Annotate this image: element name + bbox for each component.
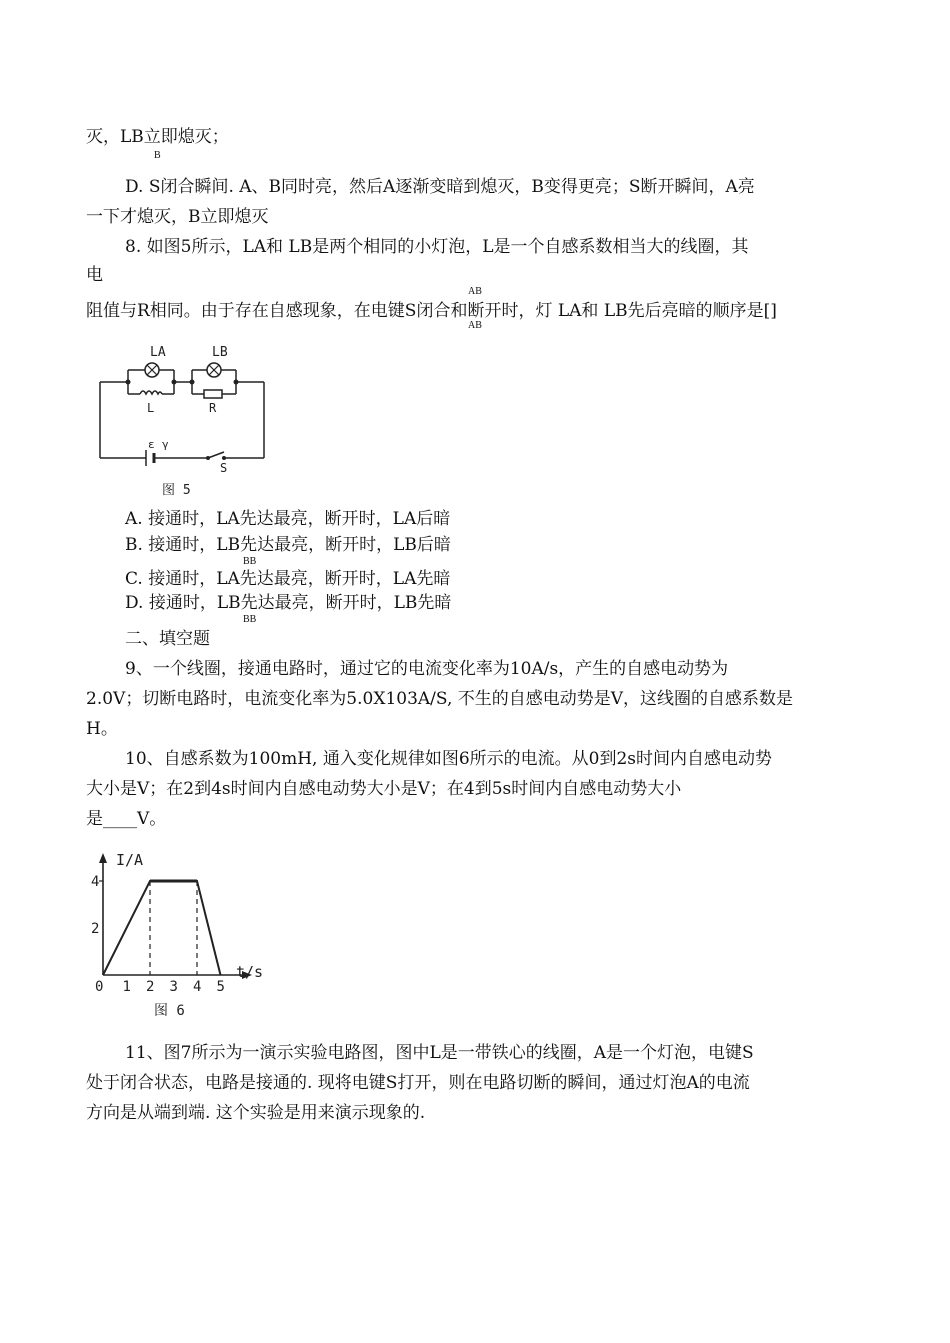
y-tick-label: 4 bbox=[91, 874, 100, 890]
current-series-line bbox=[103, 881, 221, 975]
option-d-prev-line-2: 一下才熄灭，B立即熄灭 bbox=[86, 207, 269, 227]
y-axis-arrow-icon bbox=[99, 853, 107, 863]
question-11-line-3: 方向是从端到端. 这个实验是用来演示现象的. bbox=[86, 1103, 426, 1123]
question-10-line-3: 是____V。 bbox=[86, 809, 167, 829]
x-tick-label: 4 bbox=[193, 979, 202, 995]
question-8-line-3: 阻值与R相同。由于存在自感现象，在电键S闭合和断开时，灯 LA和 LB先后亮暗的顺序是[] bbox=[86, 301, 777, 321]
lamp-b-label: LB bbox=[212, 345, 228, 360]
option-c: C. 接通时，LA先达最亮，断开时，LA先暗 bbox=[125, 569, 451, 589]
subscript-b: B bbox=[154, 150, 161, 161]
line-1: 灭，LB立即熄灭； bbox=[86, 127, 229, 147]
inductor-label: L bbox=[147, 401, 155, 415]
resistor-label: R bbox=[209, 401, 217, 415]
figure-5-caption: 图 5 bbox=[162, 483, 191, 498]
question-9-line-2: 2.0V；切断电路时，电流变化率为5.0X103A/S, 不生的自感电动势是V，这线圈的自感系数是 bbox=[86, 689, 794, 709]
x-tick-label: 5 bbox=[216, 979, 225, 995]
option-d-subscript: BB bbox=[243, 614, 257, 625]
superscript-ab: AB bbox=[468, 286, 482, 297]
option-b-subscript: BB bbox=[243, 556, 257, 567]
question-11-line-1: 11、图7所示为一演示实验电路图，图中L是一带铁心的线圈，A是一个灯泡，电键S bbox=[125, 1043, 754, 1063]
x-tick-label: 3 bbox=[169, 979, 178, 995]
option-a: A. 接通时，LA先达最亮，断开时，LA后暗 bbox=[125, 509, 451, 529]
figure-6-chart bbox=[86, 845, 276, 1025]
figure-6-caption: 图 6 bbox=[154, 1003, 185, 1019]
figure-5-circuit bbox=[96, 340, 276, 500]
x-tick-label: 2 bbox=[146, 979, 155, 995]
question-11-line-2: 处于闭合状态，电路是接通的. 现将电键S打开，则在电路切断的瞬间，通过灯泡A的电流 bbox=[86, 1073, 750, 1093]
y-tick-label: 2 bbox=[91, 921, 100, 937]
section-fill-in-title: 二、填空题 bbox=[125, 629, 210, 649]
question-10-line-1: 10、自感系数为100mH, 通入变化规律如图6所示的电流。从0到2s时间内自感电动势 bbox=[125, 749, 773, 769]
option-d-prev-line-1: D. S闭合瞬间. A、B同时亮，然后A逐渐变暗到熄灭，B变得更亮；S断开瞬间，A亮 bbox=[125, 177, 755, 197]
question-10-line-2: 大小是V；在2到4s时间内自感电动势大小是V；在4到5s时间内自感电动势大小 bbox=[86, 779, 682, 799]
option-d: D. 接通时，LB先达最亮，断开时，LB先暗 bbox=[125, 593, 452, 613]
internal-resistance-label: γ bbox=[162, 438, 169, 451]
emf-label: ε bbox=[148, 438, 155, 451]
y-axis-label: I/A bbox=[116, 851, 144, 869]
question-8-line-1: 8. 如图5所示，LA和 LB是两个相同的小灯泡，L是一个自感系数相当大的线圈，其 bbox=[125, 237, 749, 257]
option-b: B. 接通时，LB先达最亮，断开时，LB后暗 bbox=[125, 535, 451, 555]
subscript-ab: AB bbox=[468, 320, 482, 331]
question-9-line-1: 9、一个线圈，接通电路时，通过它的电流变化率为10A/s，产生的自感电动势为 bbox=[125, 659, 729, 679]
lamp-a-label: LA bbox=[150, 345, 166, 360]
question-9-line-3: H。 bbox=[86, 719, 118, 739]
switch-label: S bbox=[220, 461, 228, 475]
x-tick-label: 1 bbox=[122, 979, 131, 995]
x-axis-label: t/s bbox=[236, 963, 264, 981]
y-tick-label: 0 bbox=[95, 979, 104, 995]
question-8-line-2: 电 bbox=[86, 265, 103, 285]
